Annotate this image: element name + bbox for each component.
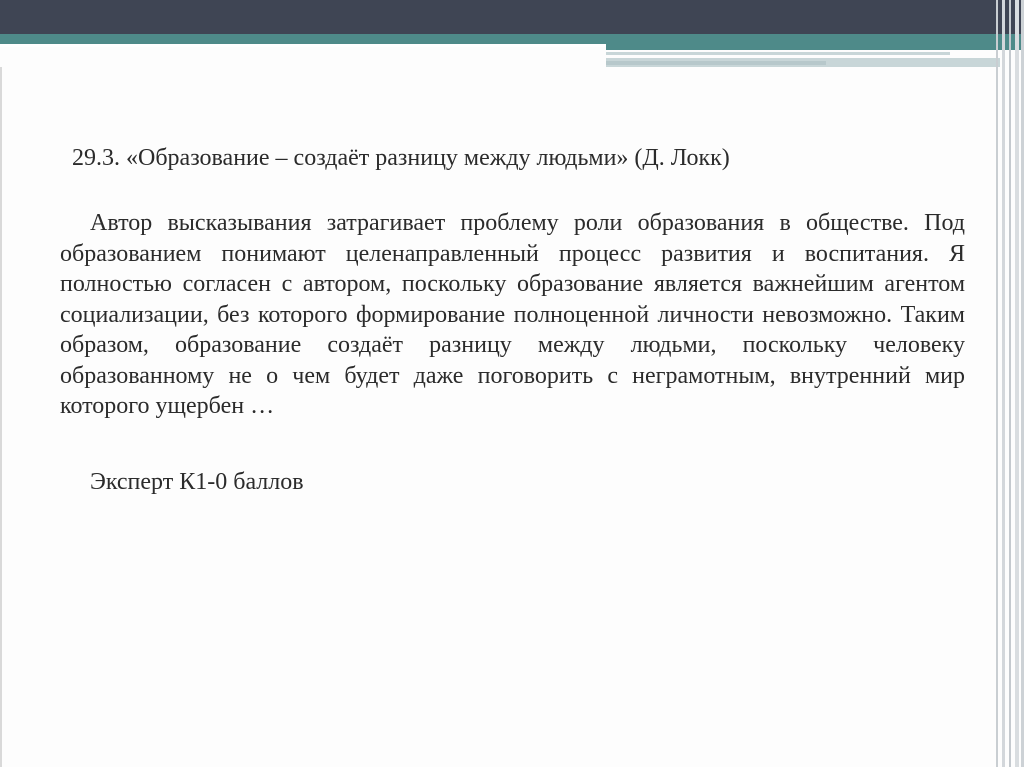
- slide-content: [60, 140, 965, 500]
- edge-line: [1015, 0, 1019, 767]
- header-divider: [0, 44, 606, 47]
- accent-stripe: [606, 52, 950, 55]
- edge-line: [996, 0, 998, 767]
- slide-heading: 29.3. «Образование – создаёт разницу между людьми» (Д. Локк): [72, 145, 730, 171]
- header-bar: [0, 0, 1024, 34]
- accent-line-lower: [606, 44, 1024, 50]
- accent-line: [0, 34, 1024, 44]
- expert-score: Эксперт К1-0 баллов: [90, 468, 304, 495]
- accent-stripe-short: [606, 61, 826, 65]
- edge-line: [1009, 0, 1011, 767]
- essay-text: Автор высказывания затрагивает проблему роли образования в обществе. Под образованием понимают целенаправленный процесс развития и воспитания. Я полностью согласен с автором, поскольку образование является важнейшим агентом социализации, без которого формирование полноценной личности невозможно. Таким образом, образование создаёт разницу между людьми, поскольку человеку образованному не о чем будет даже поговорить с неграмотным, внутренний мир которого ущербен …: [60, 210, 965, 419]
- left-border: [0, 67, 2, 767]
- edge-line: [1002, 0, 1005, 767]
